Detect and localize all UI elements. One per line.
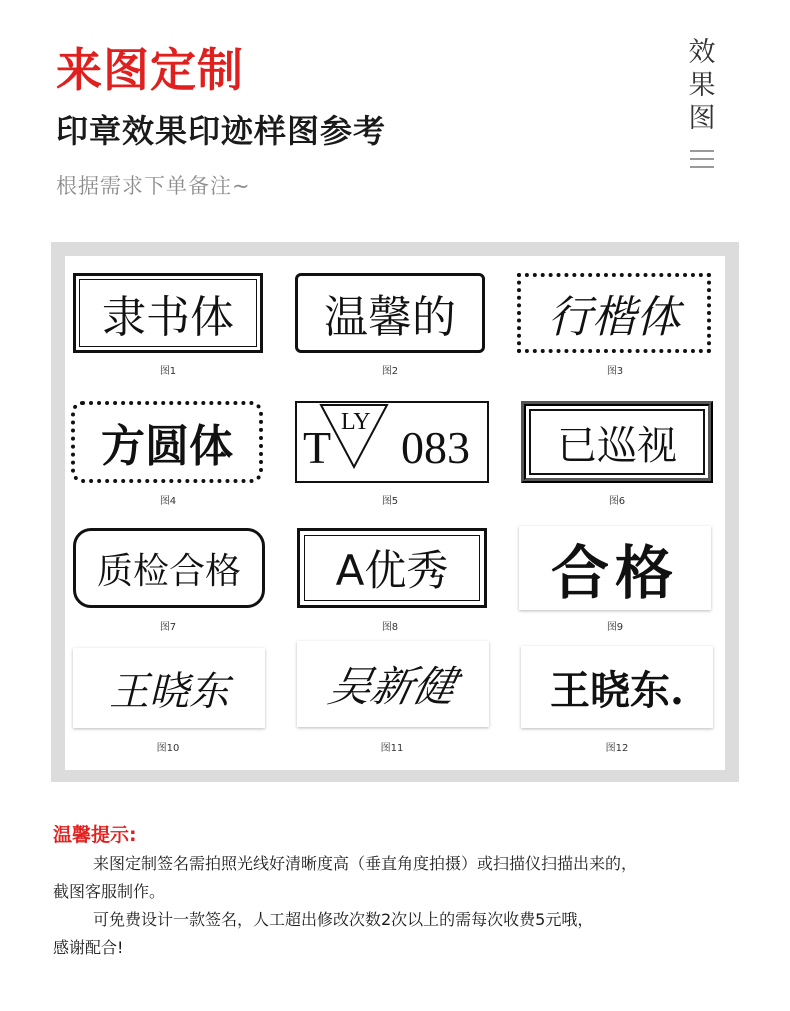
tips-paragraph: 来图定制签名需拍照光线好清晰度高（垂直角度拍摄）或扫描仪扫描出来的， xyxy=(93,854,638,873)
caption: 图6 xyxy=(608,496,626,507)
tips-paragraph: 感谢配合! xyxy=(53,938,124,957)
caption: 图4 xyxy=(159,496,177,507)
sample-gallery xyxy=(51,242,739,782)
stamp-text: 吴新健 xyxy=(324,662,461,711)
stamp-text: 隶书体 xyxy=(102,292,234,343)
stamp-text: T xyxy=(303,422,332,473)
caption: 图5 xyxy=(381,496,399,507)
stamp-sample-10 xyxy=(73,648,265,728)
caption: 图7 xyxy=(159,622,177,633)
caption: 图8 xyxy=(381,622,399,633)
caption: 图9 xyxy=(606,622,624,633)
stamp-sample-3 xyxy=(517,273,711,353)
stamp-sample-7 xyxy=(73,528,265,608)
stamp-sample-5 xyxy=(295,401,489,483)
stamp-text: 083 xyxy=(401,422,470,473)
stamp-text: LY xyxy=(341,409,371,435)
stamp-text: 方圆体 xyxy=(101,421,233,472)
stamp-text: 合格 xyxy=(550,539,679,607)
side-label-char: 果 xyxy=(688,70,716,101)
caption: 图11 xyxy=(380,743,404,754)
stamp-text: 行楷体 xyxy=(548,292,680,343)
stamp-text: 质检合格 xyxy=(96,550,241,592)
stamp-sample-4 xyxy=(71,401,263,483)
side-label-char: 图 xyxy=(688,103,716,134)
stamp-sample-9 xyxy=(519,526,711,610)
caption: 图12 xyxy=(605,743,629,754)
stamp-text: 王晓东 xyxy=(109,668,229,715)
tips-paragraph: 截图客服制作。 xyxy=(53,882,166,901)
side-label xyxy=(684,36,720,135)
caption: 图10 xyxy=(156,743,180,754)
caption: 图2 xyxy=(381,366,399,377)
menu-icon[interactable] xyxy=(690,150,714,174)
stamp-text: A优秀 xyxy=(335,546,449,595)
page-subtitle: 根据需求下单备注~ xyxy=(56,174,251,198)
stamp-sample-12 xyxy=(521,646,713,728)
stamp-sample-6 xyxy=(521,401,713,483)
page-title: 来图定制 xyxy=(56,43,244,97)
page-heading: 印章效果印迹样图参考 xyxy=(56,112,387,150)
stamp-sample-1 xyxy=(73,273,263,353)
stamp-text: 王晓东. xyxy=(550,666,684,714)
caption: 图1 xyxy=(159,366,177,377)
stamp-text: 已巡视 xyxy=(557,422,677,469)
stamp-text: 温馨的 xyxy=(324,292,456,343)
stamp-sample-2 xyxy=(295,273,485,353)
stamp-sample-8 xyxy=(297,528,487,608)
tips-title: 温馨提示: xyxy=(53,824,137,846)
tips-paragraph: 可免费设计一款签名，人工超出修改次数2次以上的需每次收费5元哦， xyxy=(93,910,594,929)
side-label-char: 效 xyxy=(688,37,716,68)
stamp-sample-11 xyxy=(297,641,489,727)
caption: 图3 xyxy=(606,366,624,377)
